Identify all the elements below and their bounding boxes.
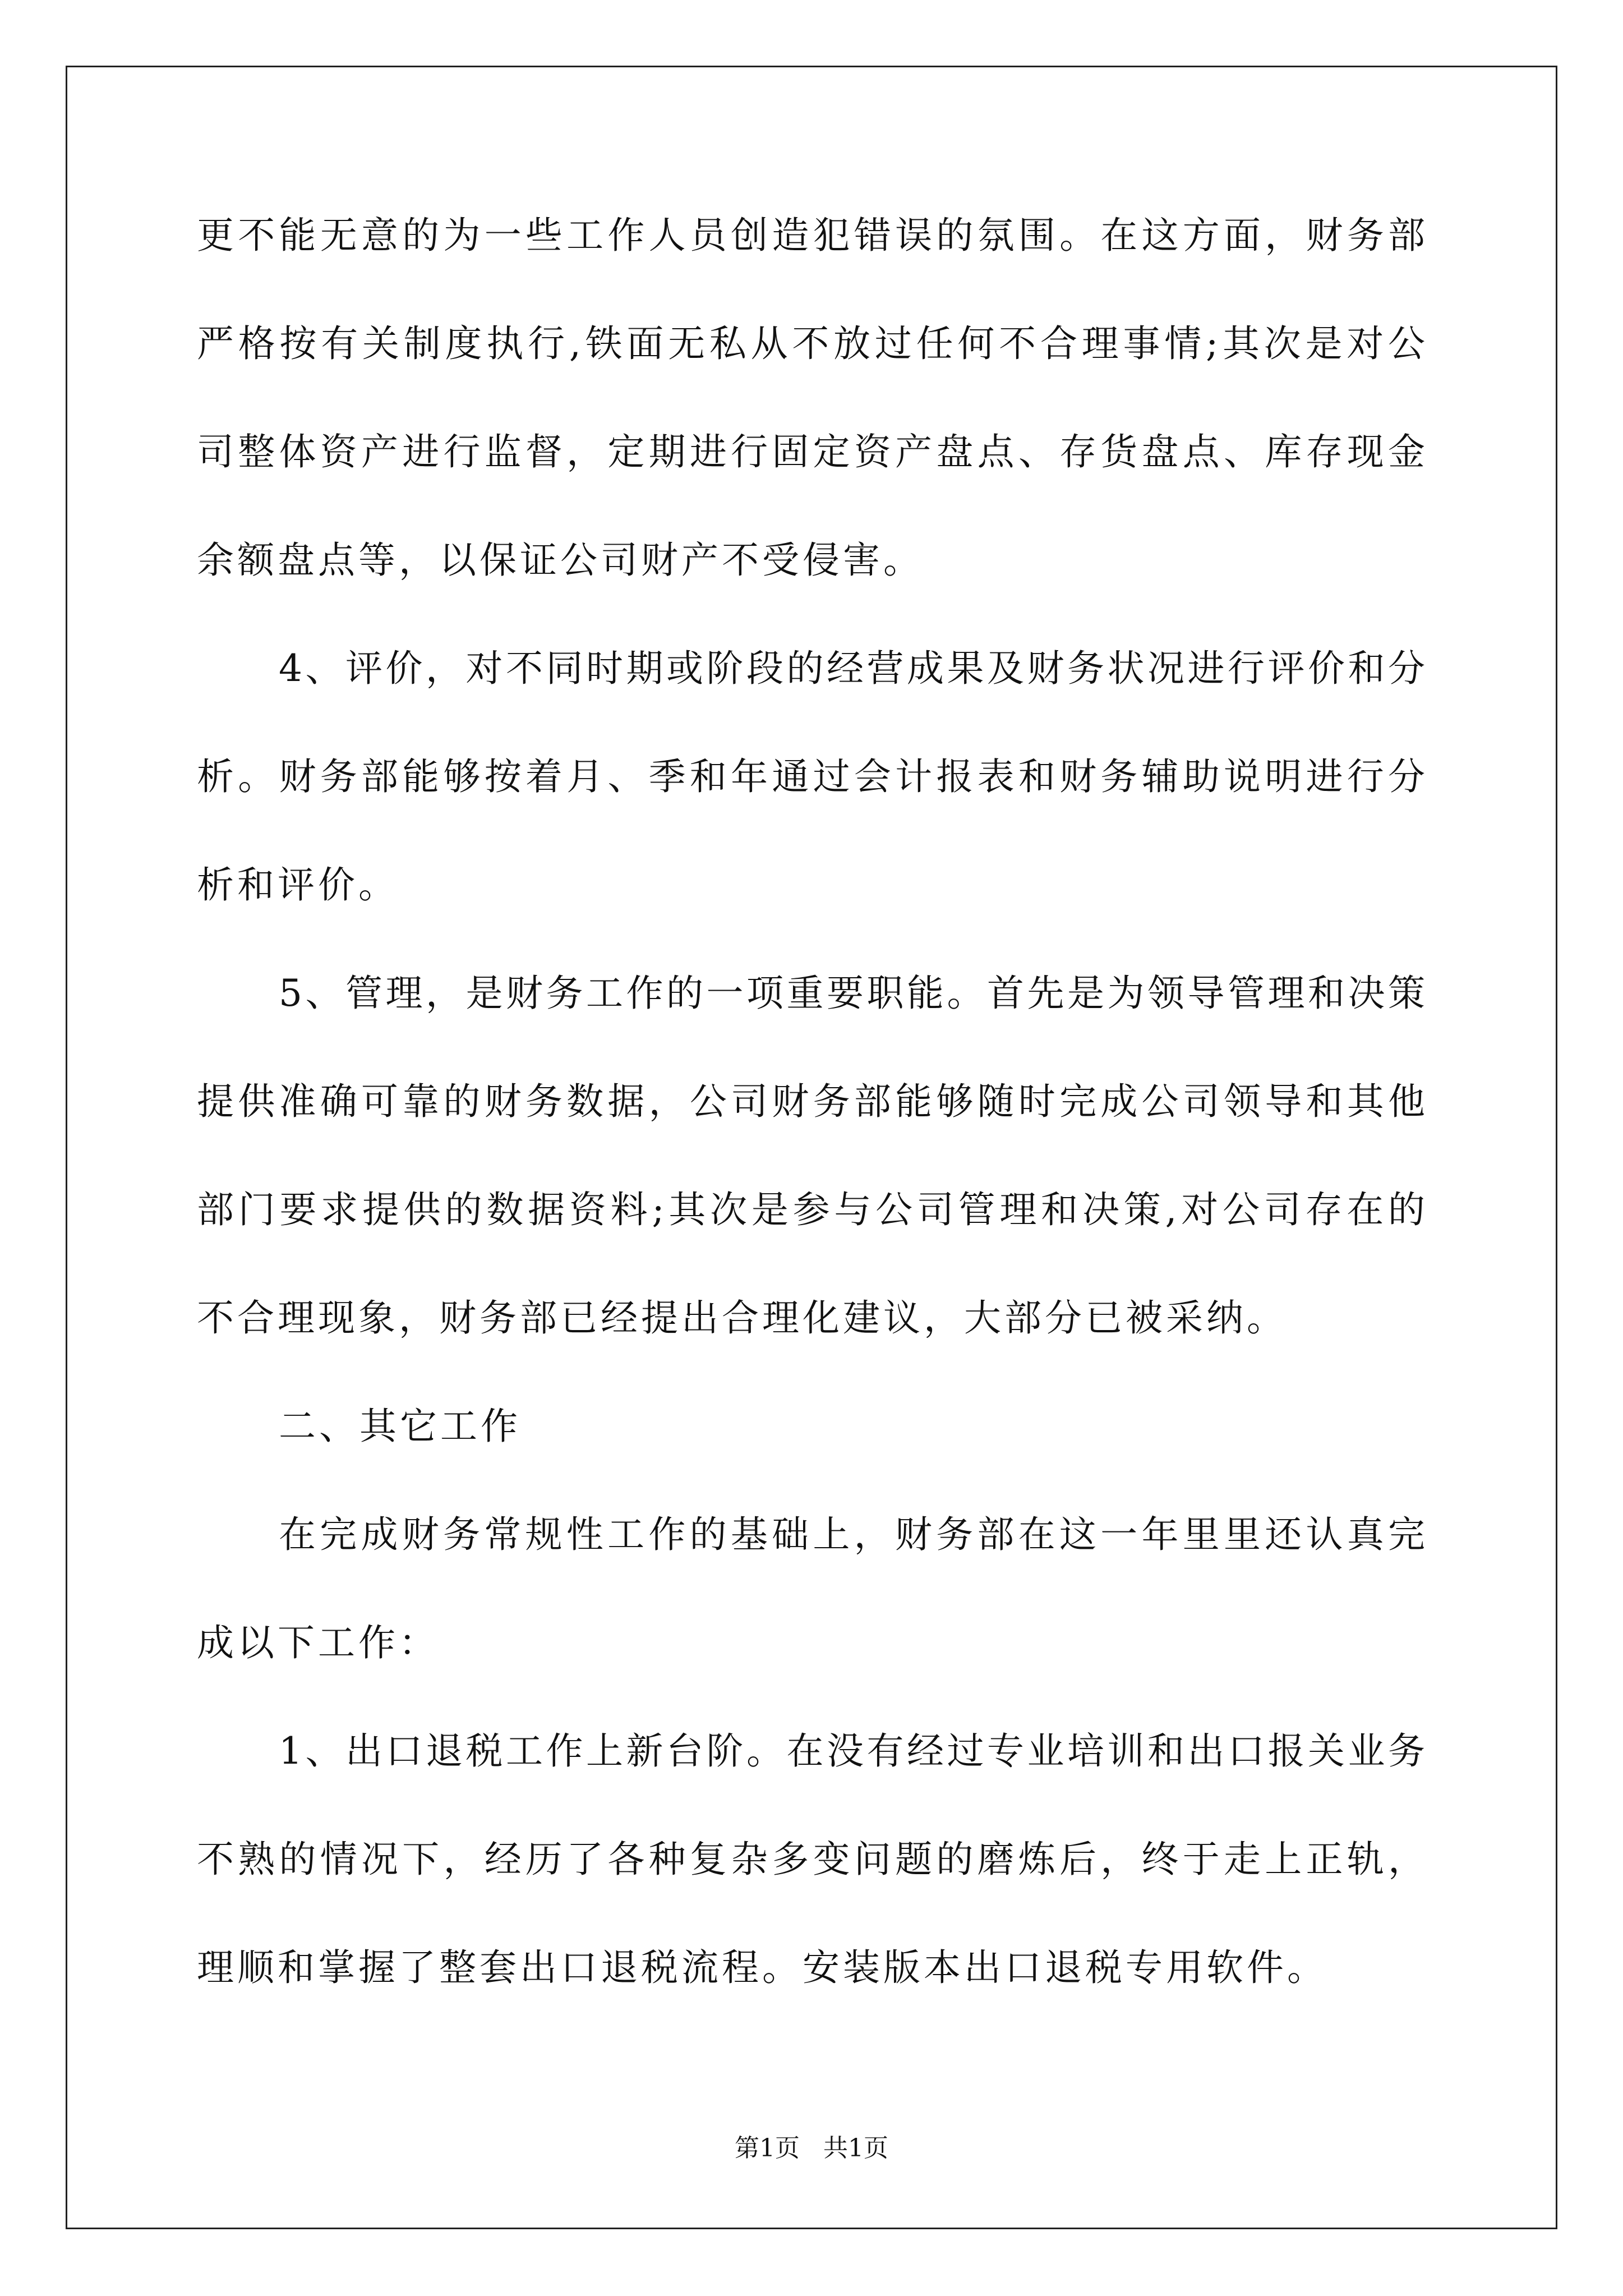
paragraph-line: 4、评价，对不同时期或阶段的经营成果及财务状况进行评价和分 xyxy=(279,647,1425,690)
paragraph-line: 析。财务部能够按着月、季和年通过会计报表和财务辅助说明进行分 xyxy=(197,755,1425,798)
paragraph-line: 不合理现象，财务部已经提出合理化建议，大部分已被采纳。 xyxy=(197,1296,1287,1340)
page-footer: 第1页 共1页 xyxy=(735,2134,888,2162)
paragraph-line: 司整体资产进行监督，定期进行固定资产盘点、存货盘点、库存现金 xyxy=(197,430,1425,473)
paragraph-line: 1、出口退税工作上新台阶。在没有经过专业培训和出口报关业务 xyxy=(279,1729,1425,1773)
page-border xyxy=(66,66,1557,2229)
paragraph-line: 提供准确可靠的财务数据，公司财务部能够随时完成公司领导和其他 xyxy=(197,1080,1425,1123)
paragraph-line: 余额盘点等，以保证公司财产不受侵害。 xyxy=(197,539,924,582)
paragraph-line: 析和评价。 xyxy=(197,863,399,907)
paragraph-line: 不熟的情况下，经历了各种复杂多变问题的磨炼后，终于走上正轨， xyxy=(197,1838,1425,1881)
section-heading: 二、其它工作 xyxy=(279,1405,521,1448)
paragraph-line: 更不能无意的为一些工作人员创造犯错误的氛围。在这方面，财务部 xyxy=(197,214,1425,257)
paragraph-line: 理顺和掌握了整套出口退税流程。安装版本出口退税专用软件。 xyxy=(197,1946,1327,1989)
paragraph-line: 严格按有关制度执行,铁面无私从不放过任何不合理事情;其次是对公 xyxy=(197,322,1425,365)
paragraph-line: 5、管理，是财务工作的一项重要职能。首先是为领导管理和决策 xyxy=(279,972,1425,1015)
paragraph-line: 部门要求提供的数据资料;其次是参与公司管理和决策,对公司存在的 xyxy=(197,1188,1425,1231)
paragraph-line: 在完成财务常规性工作的基础上，财务部在这一年里里还认真完 xyxy=(279,1513,1425,1556)
paragraph-line: 成以下工作： xyxy=(197,1621,439,1664)
